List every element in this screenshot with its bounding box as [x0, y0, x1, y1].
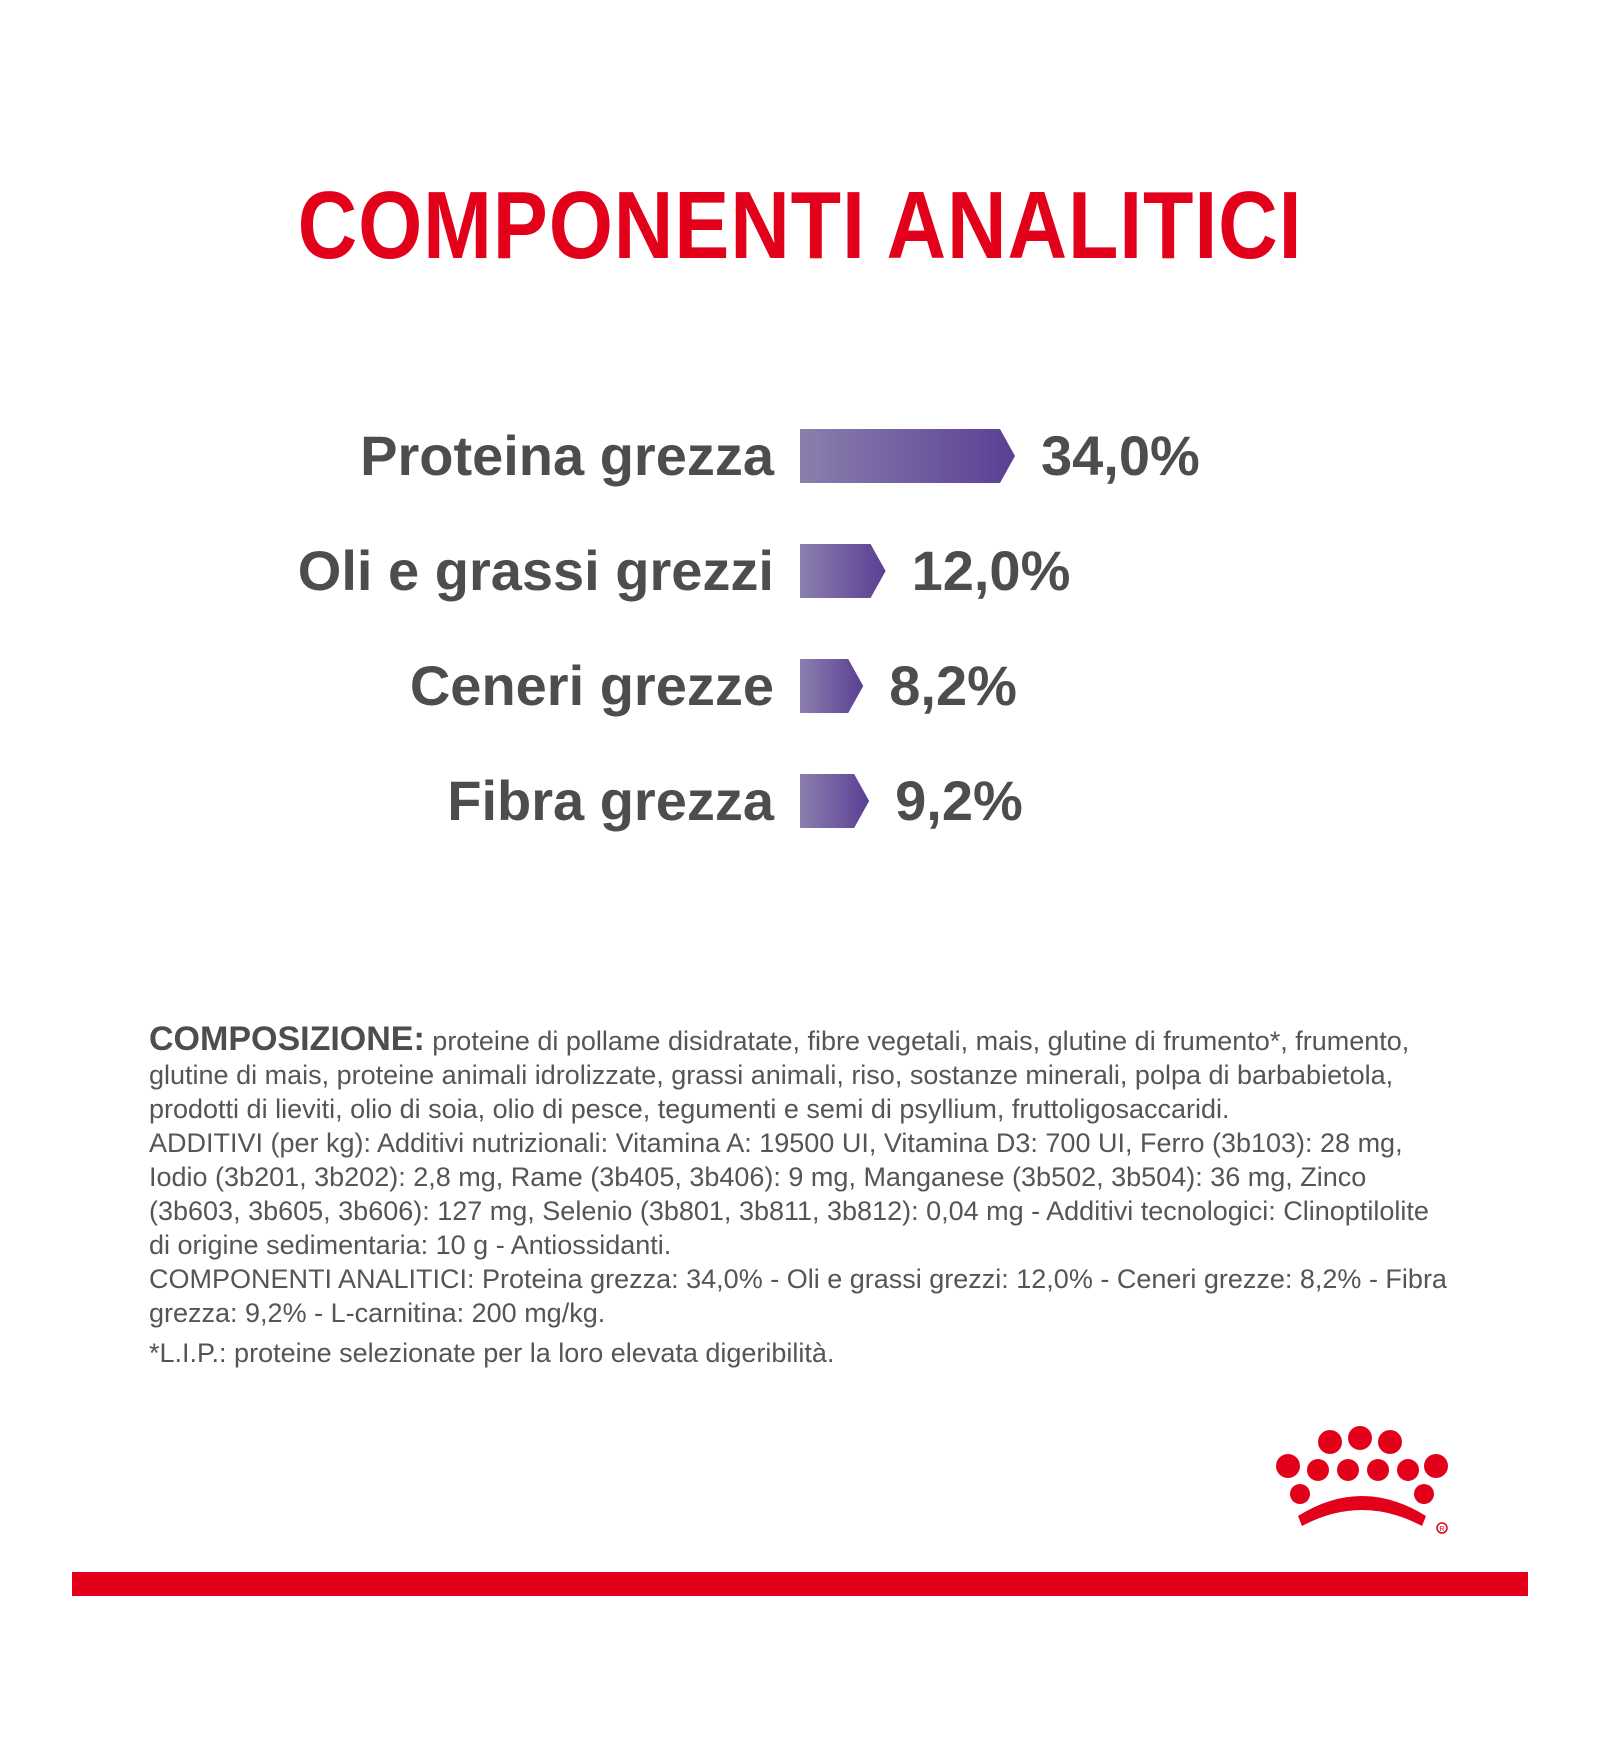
bar-label-3: Ceneri grezze [409, 654, 774, 717]
bar-label-4: Fibra grezza [447, 769, 774, 832]
bar-label-1: Proteina grezza [360, 424, 774, 487]
svg-text:R: R [1439, 1526, 1445, 1533]
footnote: *L.I.P.: proteine selezionate per la loro elevata digeribilità. [149, 1338, 835, 1368]
bar-3 [800, 659, 863, 713]
value-label-4: 9,2% [895, 769, 1023, 832]
composition-text [149, 1022, 1449, 1330]
footer-red-bar [72, 1572, 1528, 1596]
royal-canin-crown-icon [1264, 1424, 1464, 1544]
composition-additives: ADDITIVI (per kg): Additivi nutrizionali: Vitamina A: 19500 UI, Vitamina D3: 700 UI, Ferro (3b103): 28 mg, Iodio (3b201, 3b202): 2,8 mg, Rame (3b405, 3b406): 9 mg, Manganese (3b502, 3b504): 36 mg, Zinco (3b603, 3b605, 3b606): 127 mg, Selenio (3b801, 3b811, 3b812): 0,04 mg - Additivi tecnologici: Clinoptilolite di origine sedimentaria: 10 g - Antiossidanti. [149, 1128, 1429, 1260]
composition-ingredients: proteine di pollame disidratate, fibre vegetali, mais, glutine di frumento*, frumento, glutine di mais, proteine animali idrolizzate, grassi animali, riso, sostanze minerali, polpa di barbabietola, prodotti di lieviti, olio di soia, olio di pesce, tegumenti e semi di psyllium, fruttoligosaccaridi. [149, 1026, 1410, 1124]
bar-4 [800, 774, 869, 828]
composition-lead: COMPOSIZIONE: [149, 1020, 425, 1058]
bar-2 [800, 544, 886, 598]
page-title: COMPONENTI ANALITICI [297, 172, 1303, 279]
bar-label-2: Oli e grassi grezzi [297, 539, 774, 602]
value-label-1: 34,0% [1041, 424, 1200, 487]
analytic-bar-chart [0, 400, 1600, 860]
bar-1 [800, 429, 1015, 483]
composition-analytic: COMPONENTI ANALITICI: Proteina grezza: 34,0% - Oli e grassi grezzi: 12,0% - Ceneri grezze: 8,2% - Fibra grezza: 9,2% - L-carnitina: 200 mg/kg. [149, 1264, 1447, 1328]
value-label-3: 8,2% [889, 654, 1017, 717]
value-label-2: 12,0% [911, 539, 1071, 602]
